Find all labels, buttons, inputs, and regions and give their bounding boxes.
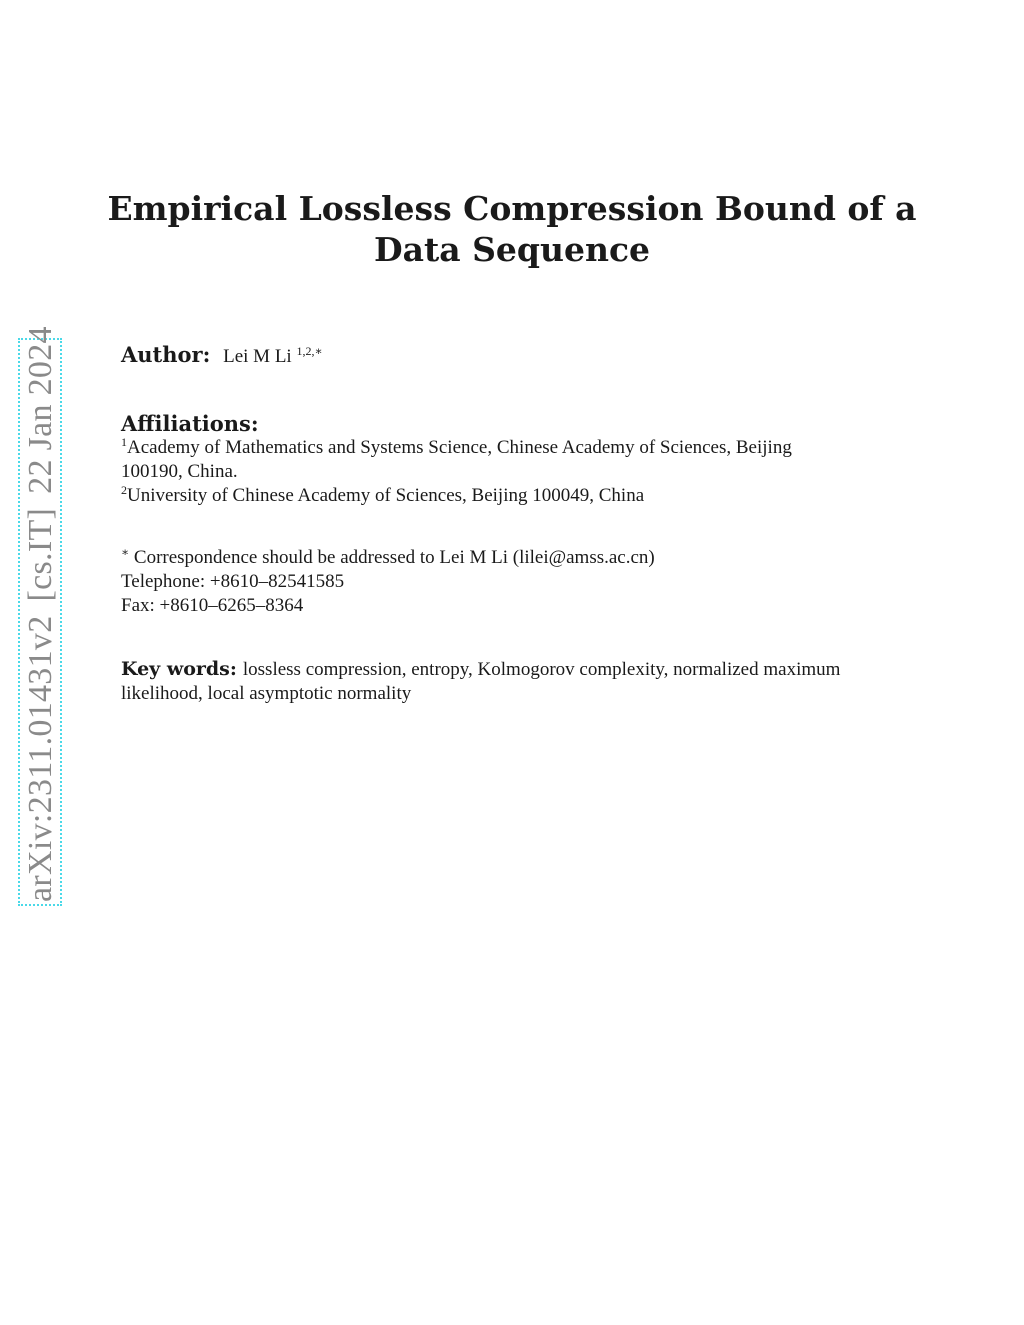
arxiv-id: arXiv:2311.01431v2	[22, 615, 59, 902]
author-name: Lei M Li	[223, 346, 292, 367]
telephone-line: Telephone: +8610–82541585	[121, 571, 345, 592]
fax-line: Fax: +8610–6265–8364	[121, 595, 304, 616]
keywords-section	[121, 657, 911, 706]
author-label: Author:	[121, 342, 211, 367]
author-line	[121, 343, 911, 369]
affiliation-1	[121, 436, 911, 460]
affiliations-label: Affiliations:	[121, 411, 259, 436]
affiliation-1-line-2: 100190, China.	[121, 461, 238, 482]
affiliation-2-line-1: University of Chinese Academy of Sciences, Beijing 100049, China	[127, 485, 645, 506]
affiliation-1-mark: 1	[121, 434, 127, 449]
paper-title-line-2: Data Sequence	[373, 230, 651, 269]
correspondence-mark: ∗	[121, 544, 130, 559]
keywords-label: Key words:	[121, 658, 237, 680]
affiliation-2	[121, 484, 911, 508]
arxiv-category: [cs.IT]	[22, 507, 59, 602]
keywords-text-1: lossless compression, entropy, Kolmogorov complexity, normalized maximum	[242, 659, 841, 680]
paper-title-line-1: Empirical Lossless Compression Bound of a	[107, 189, 917, 228]
keywords-line-1	[121, 657, 911, 682]
keywords-line-2: likelihood, local asymptotic normality	[121, 683, 412, 704]
affiliations-section	[121, 412, 911, 508]
affiliation-2-mark: 2	[121, 482, 127, 497]
author-affiliation-marks: 1,2,∗	[296, 343, 323, 358]
arxiv-stamp-text[interactable]	[21, 326, 61, 902]
correspondence-section	[121, 546, 911, 618]
paper-title	[100, 188, 924, 270]
correspondence-text: Correspondence should be addressed to Lei M Li (lilei@amss.ac.cn)	[133, 547, 655, 568]
affiliation-1-line-1: Academy of Mathematics and Systems Science, Chinese Academy of Sciences, Beijing	[127, 437, 792, 458]
arxiv-date: 22 Jan 2024	[22, 326, 59, 494]
correspondence-line	[121, 546, 911, 570]
